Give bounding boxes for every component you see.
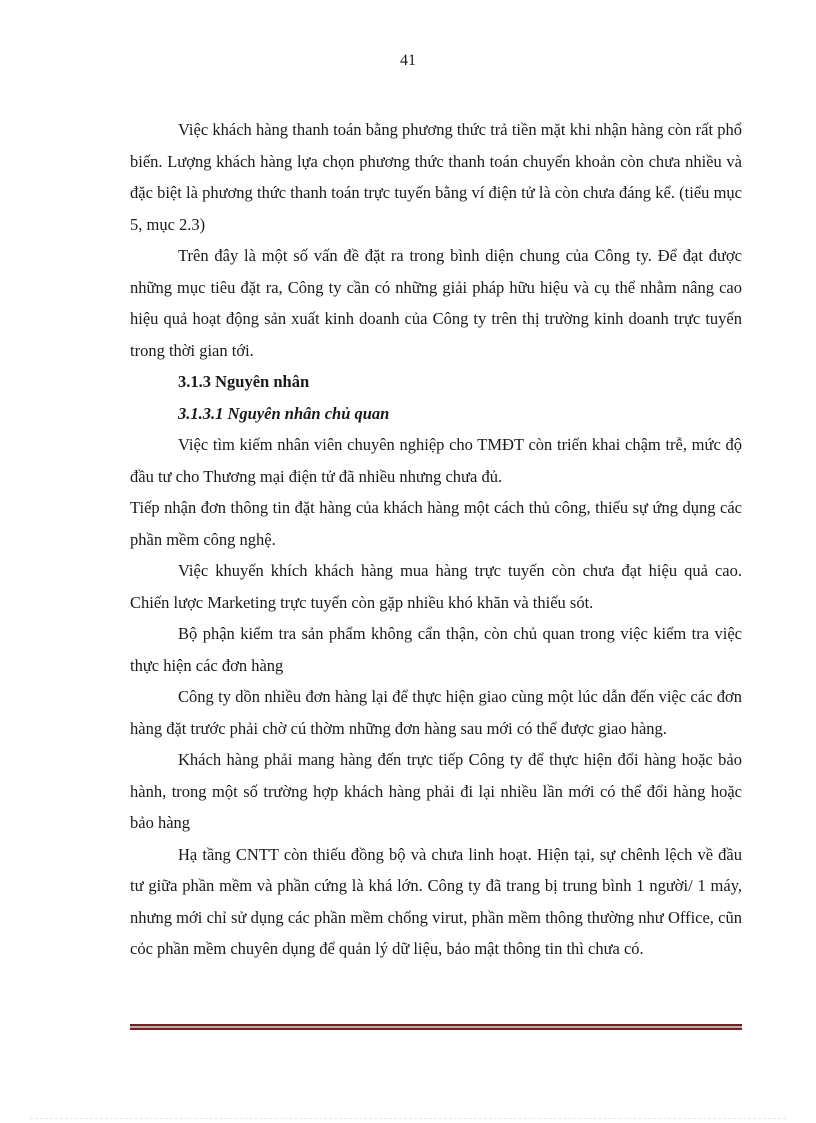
paragraph-promotion: Việc khuyến khích khách hàng mua hàng trực tuyến còn chưa đạt hiệu quả cao. Chiến lược Marketing trực tuyến còn gặp nhiều khó khăn và thiếu sót.	[130, 561, 742, 612]
paragraph-staffing: Việc tìm kiếm nhân viên chuyên nghiệp cho TMĐT còn triển khai chậm trễ, mức độ đầu tư cho Thương mại điện tử đã nhiều nhưng chưa đủ.	[130, 435, 742, 486]
paragraph-warranty: Khách hàng phải mang hàng đến trực tiếp Công ty để thực hiện đổi hàng hoặc bảo hành, trong một số trường hợp khách hàng phải đi lại nhiều lần mới có thể đổi hàng hoặc bảo hàng	[130, 750, 742, 832]
paragraph-order-intake: Tiếp nhận đơn thông tin đặt hàng của khách hàng một cách thủ công, thiếu sự ứng dụng các phần mềm công nghệ.	[130, 498, 742, 549]
subsection-heading: 3.1.3.1 Nguyên nhân chủ quan	[178, 403, 390, 423]
paragraph-delivery: Công ty dồn nhiều đơn hàng lại để thực hiện giao cùng một lúc dẫn đến việc các đơn hàng đặt trước phải chờ cú thờm những đơn hàng sau mới có thể được giao hàng.	[130, 687, 742, 738]
paragraph-inspection: Bộ phận kiểm tra sản phẩm không cẩn thận, còn chủ quan trong việc kiểm tra việc thực hiện các đơn hàng	[130, 624, 742, 675]
paragraph-it-infrastructure: Hạ tầng CNTT còn thiếu đồng bộ và chưa linh hoạt. Hiện tại, sự chênh lệch về đầu tư giữa phần mềm và phần cứng là khá lớn. Công ty đã trang bị trung bình 1 người/ 1 máy, nhưng mới chỉ sử dụng các phần mềm chống virut, phần mềm thông thường như Office, cũn cỏc phần mềm chuyên dụng để quản lý dữ liệu, bảo mật thông tin thì chưa có.	[130, 844, 742, 958]
page-number: 41	[400, 52, 416, 69]
paragraph-summary: Trên đây là một số vấn đề đặt ra trong bình diện chung của Công ty. Để đạt được những mục tiêu đặt ra, Công ty cần có những giải pháp hữu hiệu và cụ thể nhằm nâng cao hiệu quả hoạt động sản xuất kinh doanh của Công ty trên thị trường kinh doanh trực tuyến trong thời gian tới.	[130, 246, 742, 360]
section-heading: 3.1.3 Nguyên nhân	[178, 372, 310, 391]
body-text	[130, 114, 742, 965]
paragraph-payment-methods: Việc khách hàng thanh toán bằng phương thức trả tiền mặt khi nhận hàng còn rất phổ biến. Lượng khách hàng lựa chọn phương thức thanh toán chuyển khoản còn chưa nhiều và đặc biệt là phương thức thanh toán trực tuyến bằng ví điện tử là còn chưa đáng kể. (tiểu mục 5, mục 2.3)	[130, 120, 742, 234]
page-bottom-edge	[30, 1118, 786, 1119]
footer-rule	[130, 1024, 742, 1030]
